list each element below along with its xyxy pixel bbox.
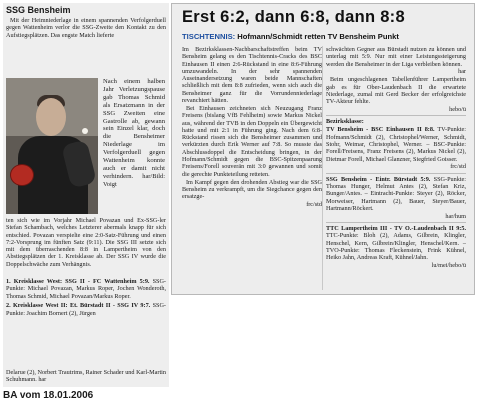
article-column-1: Im Bezirksklassen-Nachbarschaftstreffen beim TV Bensheim gelang es den Tischtennis-Cracks des BSC Einhausen II einen 2:6-Rückstand in eine 8:6-Führung umzuwandeln. In der sehr spannenden Auseinandersetzung waren beide Mannschaften schließlich mit dem 8:8 zufrieden, wenn sich auch die Bensheimer ganz für die Vorrundenniederlage revanchiert hätten. Bei Einhausen zeichneten sich Neuzugang Franz Freisens (bislang VfB Fehlheim) sowie Markus Nickel aus, während der TVB in den Doppeln ein Übergewicht hatte und mit 2:1 in Führung ging. Nach dem 6:8-Rückstand rissen sich die Bensheimer zusammen und verkürzten durch Erik Werner auf 7:8. So musste das Abschlussdoppel die Entscheidung bringen, in der Hofmann/Schmidt gegen die BSC-Spitzenpaarung Freisens/Forell souverän mit 3:0 gewannen und somit die gerechte Punkteteilung retteten. Im Kampf gegen den drohenden Abstieg war die SSG Bensheim zu verkrampft, um die Siegchance gegen den ersatzge- frc/std	[182, 46, 322, 209]
result-box: Bezirksklasse: TV Bensheim - BSC Einhausen II 8:8. TV-Punkte: Hofmann/Schmidt (2), Christophel/Werner, Schmidt, Stohr, Weimar, Christophel, Werner. – BSC-Punkte: Forell/Freisens, Franz Freisens (2), Markus Nickel (2), Dietmar Forell, Michael Glanzner, Siegfried Goisser. frc/std	[326, 115, 466, 170]
result-box: SSG Bensheim - Eintr. Bürstadt 5:9. SSG-Punkte: Thomas Hunger, Helmut Antes (2), Stefan Kriz, Bunger/Antes. – Eintracht-Punkte: Steyer (2), Röcker, Morweiser, Hartmann (2), Bauer, Steyer/Bauer, Hartmann/Röckert. har/hum	[326, 173, 466, 220]
left-headline: SSG Bensheim	[6, 5, 71, 15]
left-clipping	[3, 3, 169, 367]
article-headline: Erst 6:2, dann 6:8, dann 8:8	[182, 8, 405, 26]
result-item: 1. Kreisklasse West: SSG II - FC Wattenheim 5:9. SSG-Punkte: Michael Povazan, Markus Roper, Jochen Wonderoth, Thomas Schmid, Michael Povazan/Markus Roper.	[6, 278, 166, 300]
left-results	[6, 278, 166, 319]
ball-icon	[82, 128, 88, 134]
result-box: TTC Lampertheim III - TV O.-Laudenbach II 9:5. TTC-Punkte: Bloh (2), Adams, Gilbrein, Klingler, Henschel, Kern, Gilbrein/Klingler, Henschel/Kern. – TVO-Punkte: Thomas Fleckenstein, Frink Kühnel, Heiko Jahn, Andreas Kraft, Kühnel/Jahn. lu/mei/hebo/ü	[326, 222, 466, 269]
author-sign: frc/std	[306, 201, 322, 209]
left-body: ten sich wie im Vorjahr Michael Povazan und Ex-SSG-ler Stefan Schambach, welches Letzterer abermals knapp für sich entschied. Povazan verspielte eine 2:0-Satz-Führung und einen 7:2-Vorsprung im fünften Satz (9:11). Die SSG III setzte sich mit dem überraschenden 8:8 in Lampertheim von den Abstiegsplätzen der 1. Kreisklasse ab. Der SSG IV wurde die Doppelschwäche zum Verhängnis.	[6, 217, 166, 268]
continuation-sign: har	[38, 376, 47, 384]
article-column-2: schwächten Gegner aus Bürstadt nutzen zu können und unterlag mit 5:9. Nur mit einer Leistungssteigerung werden die Bensheimer in der Liga verbleiben können. har Beim ungeschlagenen Tabellenführer Lampertheim gab es für Ober-Laudenbach II die erwartete Niederlage, zumal mit Gerd Becker der erfolgreichste TV-Akteur fehlte. hebo/ü Bezirksklasse: TV Bensheim - BSC Einhausen II 8:8. TV-Punkte: Hofmann/Schmidt (2), Christophel/Werner, Schmidt, Stohr, Weimar, Christophel, Werner. – BSC-Punkte: Forell/Freisens, Franz Freisens (2), Markus Nickel (2), Dietmar Forell, Michael Glanzner, Siegfried Goisser. frc/std SSG Bensheim - Eintr. Bürstadt 5:9. SSG-Punkte: Thomas Hunger, Helmut Antes (2), Stefan Kriz, Bunger/Antes. – Eintracht-Punkte: Steyer (2), Röcker, Morweiser, Hartmann (2), Bauer, Steyer/Bauer, Hartmann/Röckert. har/hum TTC Lampertheim III - TV O.-Laudenbach II 9:5. TTC-Punkte: Bloh (2), Adams, Gilbrein, Klingler, Henschel, Kern, Gilbrein/Klingler, Henschel/Kern. – TVO-Punkte: Thomas Fleckenstein, Frink Kühnel, Heiko Jahn, Andreas Kraft, Kühnel/Jahn. lu/mei/hebo/ü	[326, 46, 466, 270]
result-item: 2. Kreisklasse West II: Et. Bürstadt II - SSG IV 9:7. SSG-Punkte: Joachim Bornert (2), Jürgen	[6, 302, 166, 317]
author-sign: har	[458, 68, 466, 76]
source-line: BA vom 18.01.2006	[3, 390, 94, 401]
column-divider	[322, 46, 323, 290]
author-sign: hebo/ü	[449, 106, 466, 114]
right-clipping	[171, 3, 475, 295]
article-kicker: TISCHTENNIS:	[182, 32, 236, 41]
left-intro: Mit der Heimniederlage in einem spannenden Verfolgerduell gegen Wattenheim verlor die SSG-Zweite den Kontakt zu den Aufstiegsplätzen. Das engste Match lieferte	[6, 17, 166, 39]
photo-credit: har/Bild: Voigt	[103, 172, 165, 188]
article-subline: TISCHTENNIS: Hofmann/Schmidt retten TV Bensheim Punkt	[182, 32, 399, 41]
player-photo	[6, 78, 98, 214]
paddle-icon	[10, 164, 34, 186]
photo-caption-text: Nach einem halben Jahr Verletzungspause gab Thomas Schmid als Ersatzmann in der SSG Zweiten eine Gastrolle ab, gewann sein Einzel klar, doch die Bensheimer Niederlage im Verfolgerduell gegen Wattenheim konnte auch er damit nicht verhindern. har/Bild: Voigt	[103, 78, 165, 188]
left-continuation: Delarue (2), Norbert Trautrims, Rainer Schader und Karl-Martin Schuhmann. har	[3, 367, 169, 387]
